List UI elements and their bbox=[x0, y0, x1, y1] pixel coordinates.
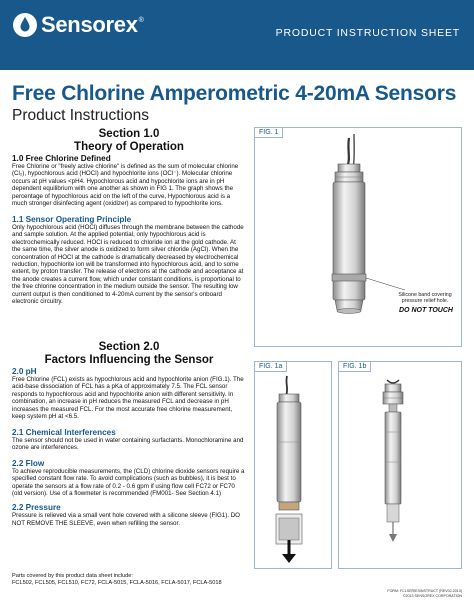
figure-1-note: Silicone band covering pressure relief hole. bbox=[398, 292, 452, 304]
subsection-2-2-heading: 2.2 Flow bbox=[12, 458, 45, 468]
section-2 bbox=[12, 341, 246, 527]
copyright: ©2013 SENSOREX CORPORATION bbox=[402, 593, 462, 598]
sensor-exploded-illustration bbox=[339, 362, 461, 568]
section-1-heading: Section 1.0 bbox=[98, 128, 160, 140]
figure-1b bbox=[338, 361, 462, 569]
header-doc-type: PRODUCT INSTRUCTION SHEET bbox=[275, 27, 460, 39]
figure-1-warning: DO NOT TOUCH bbox=[399, 307, 453, 314]
page-title: Free Chlorine Amperometric 4-20mA Sensors bbox=[12, 82, 457, 105]
subsection-2-3-heading: 2.2 Pressure bbox=[12, 503, 61, 513]
subsection-1-1-heading: 1.1 Sensor Operating Principle bbox=[12, 214, 132, 224]
section-2-heading-title: Factors Influencing the Sensor bbox=[44, 353, 214, 366]
brand-logo bbox=[12, 12, 144, 38]
subsection-2-2-body: To achieve reproducible measurements, the (CLD) chlorine dioxide sensors require a specified constant flow rate. To avoid complications (such as bubbles), it is best to operate the sensors at a flow rate of 0.2 - 0.6 gpm if using flow cell FC72 or FC70 (old version). Use of a flowmeter is recommended (FM001- See Section 4.1) bbox=[12, 467, 245, 497]
parts-list: FCL502, FCL505, FCL510, FC72, FCLA-5015, FCLA-5016, FCLA-5017, FCLA-5018 bbox=[12, 580, 222, 586]
form-number: FORM: FCLSERIESINSTRUCT (REV02-2013) bbox=[387, 589, 462, 593]
subsection-2-3-body: Pressure is relieved via a small vent hole covered with a silicone sleeve (FIG1). DO NOT REMOVE THE SLEEVE, even when refilling the sensor. bbox=[12, 512, 240, 527]
figure-1-label: FIG. 1 bbox=[255, 128, 283, 138]
subsection-1-1-body: Only hypochlorous acid (HOCl) diffuses through the membrane between the cathode and sample solution. At the applied potential, only hypochlorous acid is electrochemically reduced. HOCl is reduced to chloride ion at the gold cathode. At the same time, the silver anode is oxidized to form silver chloride (AgCl). When the concentration of HOCl at the cathode is dramatically decreased by electrochemical reduction, hypochlorite ion will be transformed into hypochlorous acid, and to some extent, by proton transfer. The release of electrons at the cathode and acceptance at the anode creates a current flow, which under constant conditions, is proportional to the free chlorine concentration in the medium outside the sensor. The resulting low current output is then conditioned to 4-20mA current by the sensor's onboard electronic circuitry. bbox=[12, 223, 244, 306]
section-1-heading-title: Theory of Operation bbox=[74, 140, 184, 153]
header-bar bbox=[0, 0, 474, 70]
subsection-1-0-body: Free Chlorine or "freely active chlorine" is defined as the sum of molecular chlorine (Cl₂), hypochlorous acid (HOCl) and hypochlorite ions (OCl⁻). Molecular chlorine occurs at pH values <pH4. Hypochlorous acid and hypochlorite ions are in pH dependent equilibrium with one another as shown in FIG 1. The graph shows the percentage of hypochlorous acid on the left of the curve, Hypochlorous acid is a much stronger disinfecting agent (oxidizer) as compared to hypochlorite ions. bbox=[12, 163, 239, 208]
brand-name: Sensorex bbox=[41, 12, 138, 37]
parts-intro: Parts covered by this product data sheet include: bbox=[12, 573, 133, 579]
subsection-2-1-heading: 2.1 Chemical Interferences bbox=[12, 427, 116, 437]
subsection-1-0-heading: 1.0 Free Chlorine Defined bbox=[12, 154, 111, 163]
subsection-2-1-body: The sensor should not be used in water containing surfactants. Monochloramine and ozone are interferences. bbox=[12, 436, 244, 452]
sensor-disassembly-illustration bbox=[255, 362, 331, 568]
brand-registered-mark: ® bbox=[138, 16, 144, 24]
parts-covered bbox=[12, 573, 292, 587]
section-2-heading: Section 2.0 bbox=[98, 341, 160, 353]
figure-1a-label: FIG. 1a bbox=[255, 362, 287, 372]
figure-1 bbox=[254, 127, 462, 347]
page-subtitle: Product Instructions bbox=[12, 107, 149, 124]
section-1 bbox=[12, 128, 246, 306]
subsection-2-0-body: Free Chlorine (FCL) exists as hypochlorous acid and hypochlorite anion (FIG.1). The acid-base dissociation of FCL has a pKa of approximately 7.5. The FCL sensor responds to hypochlorous acid and hypochlorite anion with different sensitivity. In combination, an increase in pH reduces the measured FCL and decrease in pH increases the measured FCL. For the most accurate free chlorine measurement, keep system pH at <6.5. bbox=[12, 376, 244, 421]
water-drop-icon bbox=[12, 12, 38, 38]
form-number-block bbox=[387, 589, 462, 598]
figure-1a bbox=[254, 361, 332, 569]
figure-1b-label: FIG. 1b bbox=[339, 362, 371, 372]
subsection-2-0-heading: 2.0 pH bbox=[12, 367, 37, 376]
